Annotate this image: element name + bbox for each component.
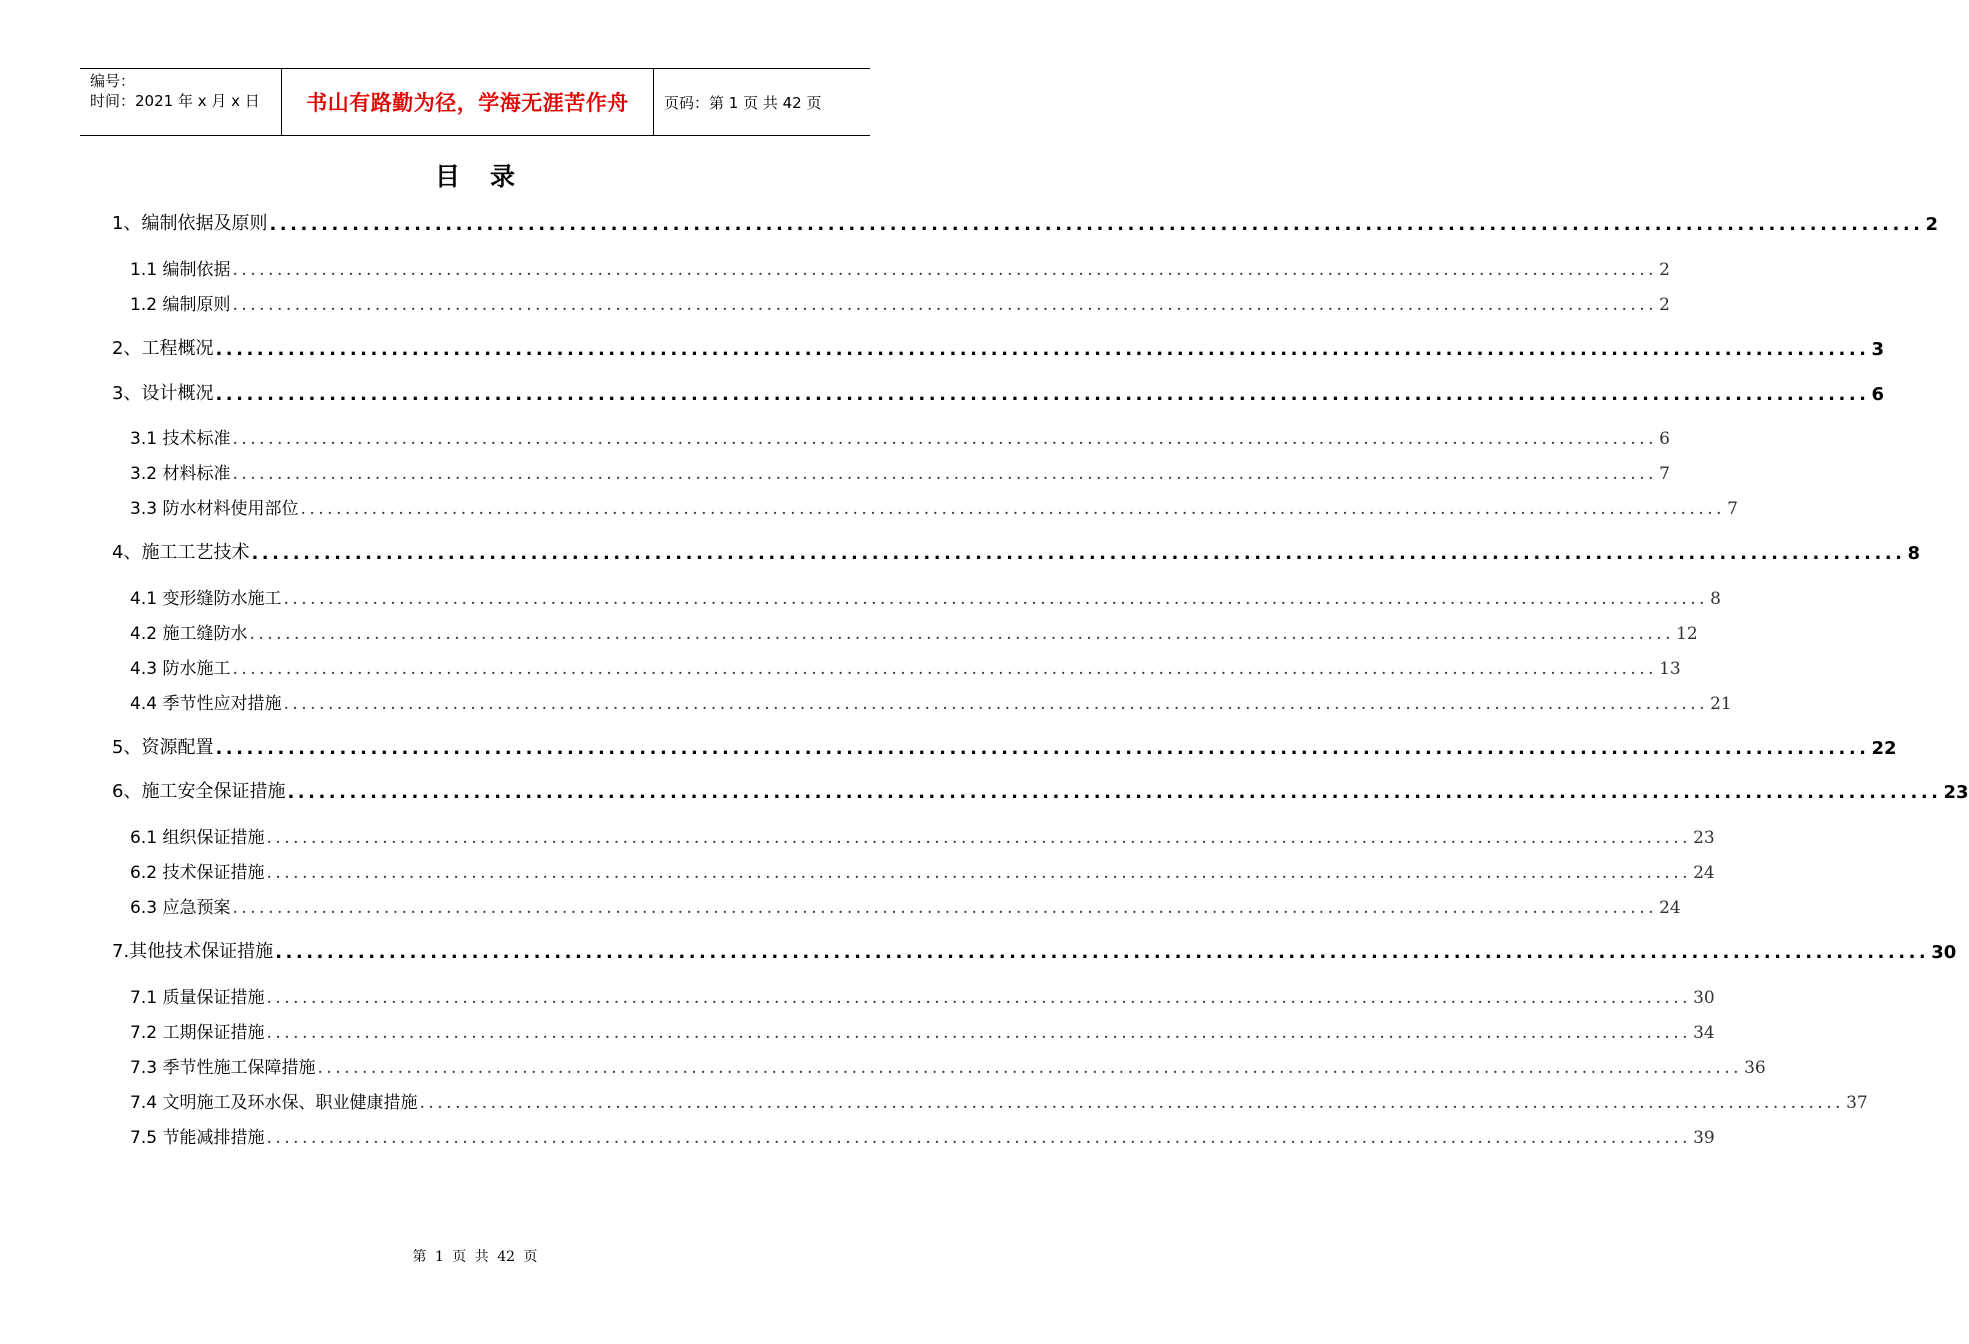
toc-entry-label: 7.4 文明施工及环水保、职业健康措施 — [130, 1093, 418, 1113]
toc-leader: ................................................................................................................................................................ — [283, 694, 1709, 714]
toc-entry-label: 6.1 组织保证措施 — [130, 828, 265, 848]
toc-entry-page: 8 — [1710, 589, 1721, 609]
toc-entry-page: 37 — [1846, 1093, 1868, 1113]
toc-entry[interactable] — [112, 209, 1939, 235]
toc-entry[interactable] — [112, 538, 1921, 564]
page-header — [80, 68, 870, 136]
toc-title: 目录 — [434, 162, 545, 191]
toc-entry[interactable] — [112, 937, 1957, 963]
toc-entry-page: 34 — [1693, 1023, 1715, 1043]
toc-entry[interactable] — [130, 822, 1715, 848]
toc-entry-label: 5、资源配置 — [112, 737, 214, 758]
toc-entry-page: 21 — [1710, 694, 1732, 714]
toc-leader: ................................................................................................................................................................ — [249, 624, 1675, 644]
toc-entry-label: 4.3 防水施工 — [130, 659, 231, 679]
header-page-cell — [654, 69, 870, 135]
toc-entry[interactable] — [130, 892, 1681, 918]
toc-entry[interactable] — [130, 458, 1670, 484]
page-footer: 第 1 页 共 42 页 — [412, 1249, 538, 1265]
toc-entry[interactable] — [112, 379, 1885, 405]
toc-leader: ................................................................................................................................................................ — [215, 384, 1870, 405]
toc-entry[interactable] — [130, 857, 1715, 883]
toc-entry-label: 2、工程概况 — [112, 338, 214, 359]
toc-entry-page: 2 — [1925, 214, 1939, 235]
toc-leader: ................................................................................................................................................................ — [266, 863, 1692, 883]
toc-leader: ................................................................................................................................................................ — [317, 1058, 1743, 1078]
toc-entry-label: 4、施工工艺技术 — [112, 542, 250, 563]
toc-entry-page: 12 — [1676, 624, 1698, 644]
toc-leader: ................................................................................................................................................................ — [232, 464, 1658, 484]
header-motto: 书山有路勤为径，学海无涯苦作舟 — [306, 91, 629, 115]
toc-entry[interactable] — [130, 583, 1721, 609]
toc-entry-page: 30 — [1931, 942, 1957, 963]
toc-entry-page: 2 — [1659, 295, 1670, 315]
toc-entry-page: 22 — [1871, 738, 1897, 759]
toc-leader: ................................................................................................................................................................ — [232, 295, 1658, 315]
header-page-info: 页码：第 1 页 共 42 页 — [664, 93, 822, 112]
toc-entry-label: 4.4 季节性应对措施 — [130, 694, 282, 714]
toc-leader: ................................................................................................................................................................ — [251, 543, 1906, 564]
toc-entry-label: 7.其他技术保证措施 — [112, 941, 274, 962]
header-motto-cell — [282, 69, 654, 135]
toc-entry-page: 36 — [1744, 1058, 1766, 1078]
toc-entry-label: 6.3 应急预案 — [130, 898, 231, 918]
toc-leader: ................................................................................................................................................................ — [232, 260, 1658, 280]
toc-entry[interactable] — [130, 1122, 1715, 1148]
toc-entry-label: 1.2 编制原则 — [130, 295, 231, 315]
toc-leader: ................................................................................................................................................................ — [419, 1093, 1845, 1113]
toc-entry[interactable] — [130, 982, 1715, 1008]
toc-entry[interactable] — [130, 423, 1670, 449]
toc-entry-page: 3 — [1871, 339, 1885, 360]
toc-entry-label: 6.2 技术保证措施 — [130, 863, 265, 883]
toc-entry-label: 1、编制依据及原则 — [112, 213, 268, 234]
toc-entry-label: 3.2 材料标准 — [130, 464, 231, 484]
toc-entry-page: 23 — [1693, 828, 1715, 848]
toc-entry[interactable] — [112, 777, 1969, 803]
toc-entry[interactable] — [130, 493, 1738, 519]
toc-entry-page: 8 — [1907, 543, 1921, 564]
toc-entry-label: 7.2 工期保证措施 — [130, 1023, 265, 1043]
toc-entry-label: 6、施工安全保证措施 — [112, 781, 286, 802]
toc-leader: ................................................................................................................................................................ — [283, 589, 1709, 609]
header-meta-cell — [80, 69, 282, 135]
toc-leader: ................................................................................................................................................................ — [300, 499, 1726, 519]
toc-entry-label: 3.1 技术标准 — [130, 429, 231, 449]
toc-entry-page: 39 — [1693, 1128, 1715, 1148]
toc-leader: ................................................................................................................................................................ — [232, 429, 1658, 449]
toc-entry-page: 7 — [1727, 499, 1738, 519]
toc-leader: ................................................................................................................................................................ — [287, 782, 1942, 803]
toc-entry[interactable] — [112, 733, 1897, 759]
toc-leader: ................................................................................................................................................................ — [266, 1128, 1692, 1148]
toc-entry[interactable] — [130, 254, 1670, 280]
toc-entry[interactable] — [130, 289, 1670, 315]
toc-entry-label: 7.3 季节性施工保障措施 — [130, 1058, 316, 1078]
toc-entry-page: 2 — [1659, 260, 1670, 280]
toc-entry-label: 3.3 防水材料使用部位 — [130, 499, 299, 519]
header-number-label: 编号： — [90, 72, 136, 90]
toc-leader: ................................................................................................................................................................ — [266, 1023, 1692, 1043]
toc-entry-page: 23 — [1943, 782, 1969, 803]
toc-entry-label: 7.1 质量保证措施 — [130, 988, 265, 1008]
toc-entry[interactable] — [130, 1017, 1715, 1043]
toc-entry-label: 3、设计概况 — [112, 383, 214, 404]
toc-entry[interactable] — [130, 1087, 1868, 1113]
toc-leader: ................................................................................................................................................................ — [232, 898, 1658, 918]
toc-entry[interactable] — [112, 334, 1885, 360]
toc-leader: ................................................................................................................................................................ — [266, 988, 1692, 1008]
toc-entry[interactable] — [130, 688, 1732, 714]
toc-leader: ................................................................................................................................................................ — [215, 738, 1870, 759]
toc-entry-label: 1.1 编制依据 — [130, 260, 231, 280]
toc-entry-page: 30 — [1693, 988, 1715, 1008]
toc-entry[interactable] — [130, 653, 1681, 679]
toc-entry[interactable] — [130, 1052, 1766, 1078]
toc-leader: ................................................................................................................................................................ — [275, 942, 1930, 963]
toc-entry-label: 4.2 施工缝防水 — [130, 624, 248, 644]
toc-entry-label: 7.5 节能减排措施 — [130, 1128, 265, 1148]
toc-entry-label: 4.1 变形缝防水施工 — [130, 589, 282, 609]
toc-leader: ................................................................................................................................................................ — [232, 659, 1658, 679]
toc-leader: ................................................................................................................................................................ — [269, 214, 1924, 235]
toc-entry-page: 7 — [1659, 464, 1670, 484]
toc-entry-page: 6 — [1871, 384, 1885, 405]
toc-entry[interactable] — [130, 618, 1698, 644]
toc-entry-page: 24 — [1659, 898, 1681, 918]
toc-entry-page: 13 — [1659, 659, 1681, 679]
toc-entry-page: 6 — [1659, 429, 1670, 449]
toc-leader: ................................................................................................................................................................ — [215, 339, 1870, 360]
toc-entry-page: 24 — [1693, 863, 1715, 883]
header-time-label: 时间：2021 年 x 月 x 日 — [90, 92, 260, 110]
toc-leader: ................................................................................................................................................................ — [266, 828, 1692, 848]
